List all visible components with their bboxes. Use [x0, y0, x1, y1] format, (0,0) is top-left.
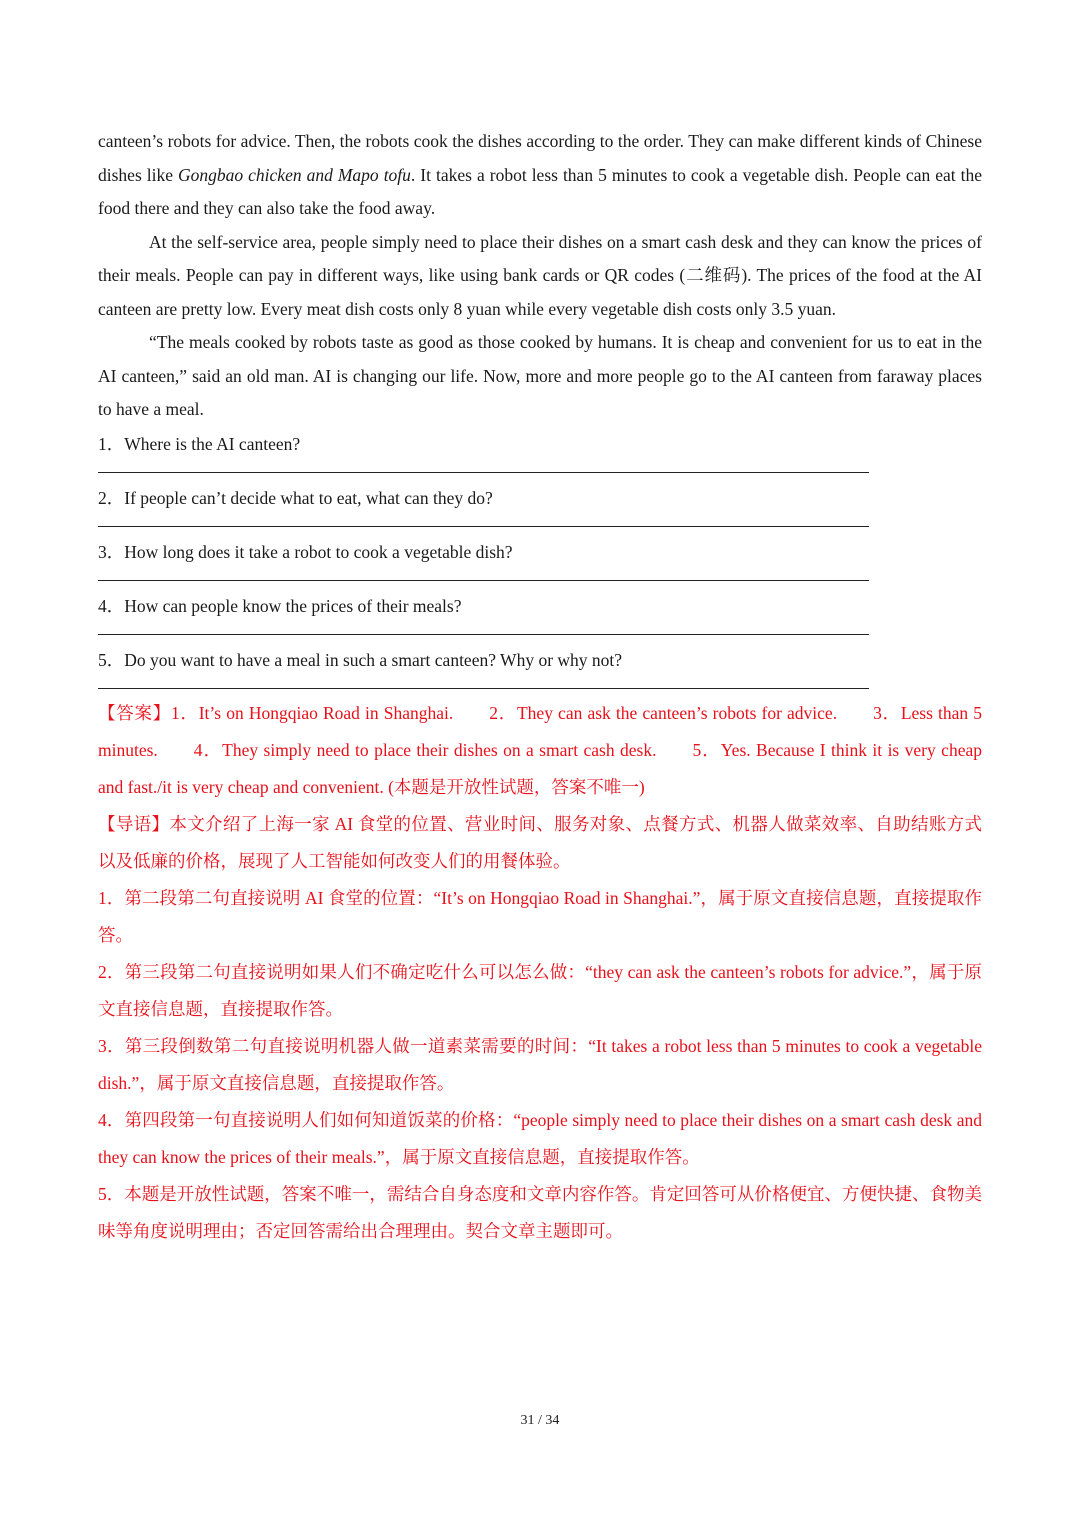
answer-1: 1．It’s on Hongqiao Road in Shanghai. [170, 702, 454, 723]
guide-text: 本文介绍了上海一家 AI 食堂的位置、营业时间、服务对象、点餐方式、机器人做菜效率、自助结账方式以及低廉的价格，展现了人工智能如何改变人们的用餐体验。 [98, 813, 982, 871]
answer-line-3[interactable] [98, 580, 869, 581]
passage-paragraph-1 [98, 125, 982, 226]
explanation-3: 3．第三段倒数第二句直接说明机器人做一道素菜需要的时间：“It takes a robot less than 5 minutes to cook a vegetable dish.”，属于原文直接信息题，直接提取作答。 [98, 1035, 982, 1093]
answer-line-5[interactable] [98, 688, 869, 689]
answer-4: 4．They simply need to place their dishes on a smart cash desk. [193, 739, 657, 760]
passage-paragraph-3: “The meals cooked by robots taste as good as those cooked by humans. It is cheap and convenient for us to eat in the AI canteen,” said an old man. AI is changing our life. Now, more and more people go to the AI canteen from faraway places to have a meal. [98, 332, 982, 419]
explanation-4: 4．第四段第一句直接说明人们如何知道饭菜的价格：“people simply need to place their dishes on a smart cash desk and they can know the prices of their meals.”，属于原文直接信息题，直接提取作答。 [98, 1109, 982, 1167]
passage-text: canteen’s robots for advice. Then, the robots cook the dishes according to the order. They can make different kinds of Chinese dishes like [98, 131, 982, 185]
question-5: 5．Do you want to have a meal in such a smart canteen? Why or why not? [98, 649, 623, 670]
guide-tag: 【导语】 [98, 813, 170, 834]
passage-paragraph-2: At the self-service area, people simply need to place their dishes on a smart cash desk and they can know the prices of their meals. People can pay in different ways, like using bank cards or QR codes (二维码). The prices of the food at the AI canteen are pretty low. Every meat dish costs only 8 yuan while every vegetable dish costs only 3.5 yuan. [98, 231, 982, 319]
answer-2: 2．They can ask the canteen’s robots for advice. [489, 702, 838, 723]
explanation-5: 5．本题是开放性试题，答案不唯一，需结合自身态度和文章内容作答。肯定回答可从价格便宜、方便快捷、食物美味等角度说明理由；否定回答需给出合理理由。契合文章主题即可。 [98, 1183, 982, 1241]
guide-block [98, 806, 982, 880]
answer-tag: 【答案】 [98, 702, 171, 723]
question-3: 3．How long does it take a robot to cook a vegetable dish? [98, 541, 513, 562]
question-2: 2．If people can’t decide what to eat, what can they do? [98, 487, 493, 508]
answer-3: 3．Less than 5 minutes. [98, 702, 983, 760]
answer-line-2[interactable] [98, 526, 869, 527]
explanation-1: 1．第二段第二句直接说明 AI 食堂的位置：“It’s on Hongqiao Road in Shanghai.”，属于原文直接信息题，直接提取作答。 [98, 887, 982, 945]
question-4: 4．How can people know the prices of their meals? [98, 595, 462, 616]
passage-text: . It takes a robot less than 5 minutes to cook a vegetable dish. People can eat the food there and they can also take the food away. [98, 164, 982, 218]
explanation-2: 2．第三段第二句直接说明如果人们不确定吃什么可以怎么做：“they can ask the canteen’s robots for advice.”，属于原文直接信息题，直接提取作答。 [98, 961, 982, 1019]
page-number: 31 / 34 [520, 1413, 560, 1428]
answer-line-4[interactable] [98, 634, 869, 635]
answer-5: 5．Yes. Because I think it is very cheap and fast./it is very cheap and convenient. (本题是开放性试题，答案不唯一) [98, 739, 982, 797]
dish-names: Gongbao chicken and Mapo tofu [178, 164, 411, 185]
answer-block [98, 695, 982, 806]
question-1: 1．Where is the AI canteen? [98, 433, 301, 454]
page-body [98, 125, 982, 1250]
answer-line-1[interactable] [98, 472, 869, 473]
